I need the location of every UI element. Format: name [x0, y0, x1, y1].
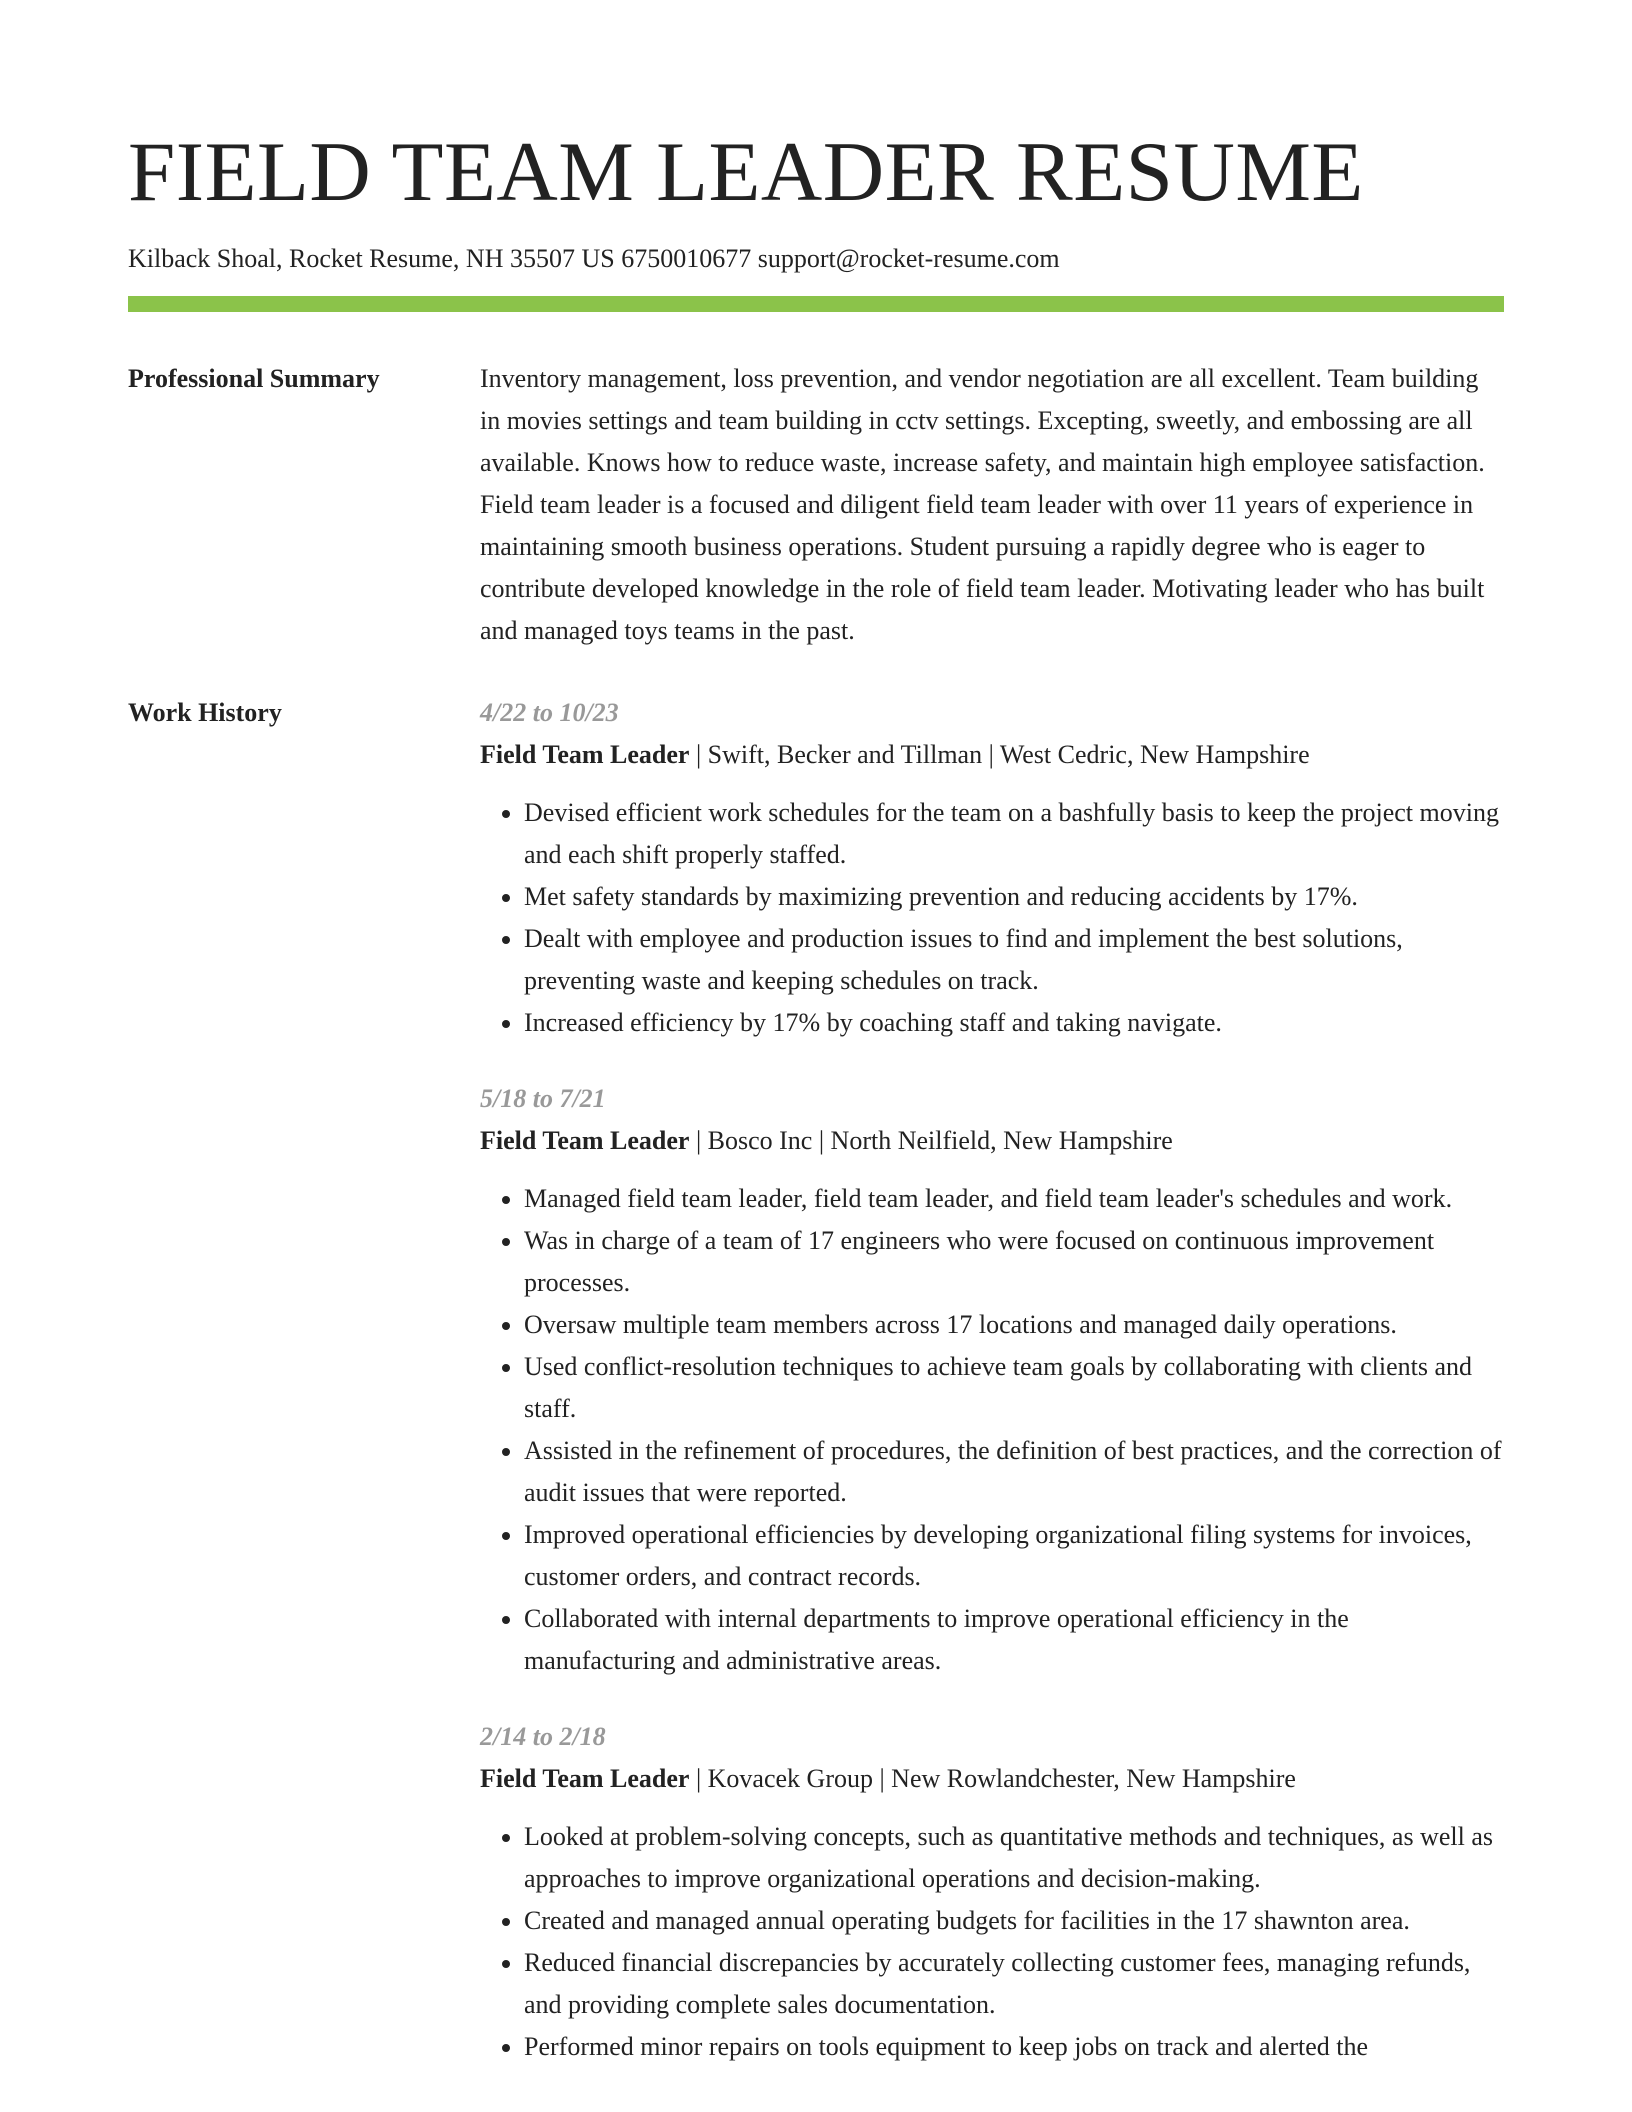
page-title: FIELD TEAM LEADER RESUME [128, 125, 1364, 219]
job-dates: 5/18 to 7/21 [480, 1084, 606, 1114]
job-employer-location: | Kovacek Group | New Rowlandchester, New Hampshire [689, 1764, 1296, 1794]
section-label-work-history: Work History [128, 698, 282, 728]
job-bullet: • Created and managed annual operating budgets for facilities in the 17 shawnton area. [524, 1900, 1504, 1942]
job-title: Field Team Leader [480, 1126, 690, 1156]
contact-line: Kilback Shoal, Rocket Resume, NH 35507 US 6750010677 support@rocket-resume.com [128, 244, 1060, 273]
job-entry [480, 1716, 1504, 2068]
job-bullet: • Managed field team leader, field team leader, and field team leader's schedules and work. [524, 1178, 1504, 1220]
job-bullets [480, 1816, 1504, 2068]
resume-page [128, 118, 1504, 2068]
job-employer-location: | Bosco Inc | North Neilfield, New Hampshire [689, 1126, 1173, 1156]
job-bullet: • Used conflict-resolution techniques to achieve team goals by collaborating with clients and staff. [524, 1346, 1504, 1430]
job-bullet: • Devised efficient work schedules for the team on a bashfully basis to keep the project moving and each shift properly staffed. [524, 792, 1504, 876]
summary-section [128, 358, 1504, 652]
job-bullet: • Met safety standards by maximizing prevention and reducing accidents by 17%. [524, 876, 1504, 918]
job-bullets [480, 1178, 1504, 1682]
job-heading [480, 1120, 1504, 1162]
job-bullet: • Reduced financial discrepancies by accurately collecting customer fees, managing refunds, and providing complete sales documentation. [524, 1942, 1504, 2026]
accent-divider [128, 296, 1504, 312]
job-bullet: • Looked at problem-solving concepts, such as quantitative methods and techniques, as well as approaches to improve organizational operations and decision-making. [524, 1816, 1504, 1900]
summary-text: Inventory management, loss prevention, and vendor negotiation are all excellent. Team building in movies settings and team building in cctv settings. Excepting, sweetly, and embossing are all available. Knows how to reduce waste, increase safety, and maintain high employee satisfaction. Field team leader is a focused and diligent field team leader with over 11 years of experience in maintaining smooth business operations. Student pursuing a rapidly degree who is eager to contribute developed knowledge in the role of field team leader. Motivating leader who has built and managed toys teams in the past. [480, 364, 1485, 646]
job-bullet: • Improved operational efficiencies by developing organizational filing systems for invoices, customer orders, and contract records. [524, 1514, 1504, 1598]
job-bullet: • Performed minor repairs on tools equipment to keep jobs on track and alerted the [524, 2026, 1504, 2068]
job-entry [480, 1078, 1504, 1682]
job-dates: 2/14 to 2/18 [480, 1722, 606, 1752]
job-bullet: • Assisted in the refinement of procedures, the definition of best practices, and the correction of audit issues that were reported. [524, 1430, 1504, 1514]
job-bullet: • Increased efficiency by 17% by coaching staff and taking navigate. [524, 1002, 1504, 1044]
job-heading [480, 734, 1504, 776]
job-title: Field Team Leader [480, 1764, 690, 1794]
job-bullet: • Collaborated with internal departments to improve operational efficiency in the manufacturing and administrative areas. [524, 1598, 1504, 1682]
job-bullets [480, 792, 1504, 1044]
job-dates: 4/22 to 10/23 [480, 698, 619, 728]
job-heading [480, 1758, 1504, 1800]
job-employer-location: | Swift, Becker and Tillman | West Cedric, New Hampshire [689, 740, 1310, 770]
job-bullet: • Oversaw multiple team members across 17 locations and managed daily operations. [524, 1304, 1504, 1346]
job-title: Field Team Leader [480, 740, 690, 770]
job-entry [480, 692, 1504, 1044]
work-history-section [128, 692, 1504, 2068]
section-label-summary: Professional Summary [128, 364, 380, 394]
job-bullet: • Was in charge of a team of 17 engineers who were focused on continuous improvement processes. [524, 1220, 1504, 1304]
job-bullet: • Dealt with employee and production issues to find and implement the best solutions, preventing waste and keeping schedules on track. [524, 918, 1504, 1002]
